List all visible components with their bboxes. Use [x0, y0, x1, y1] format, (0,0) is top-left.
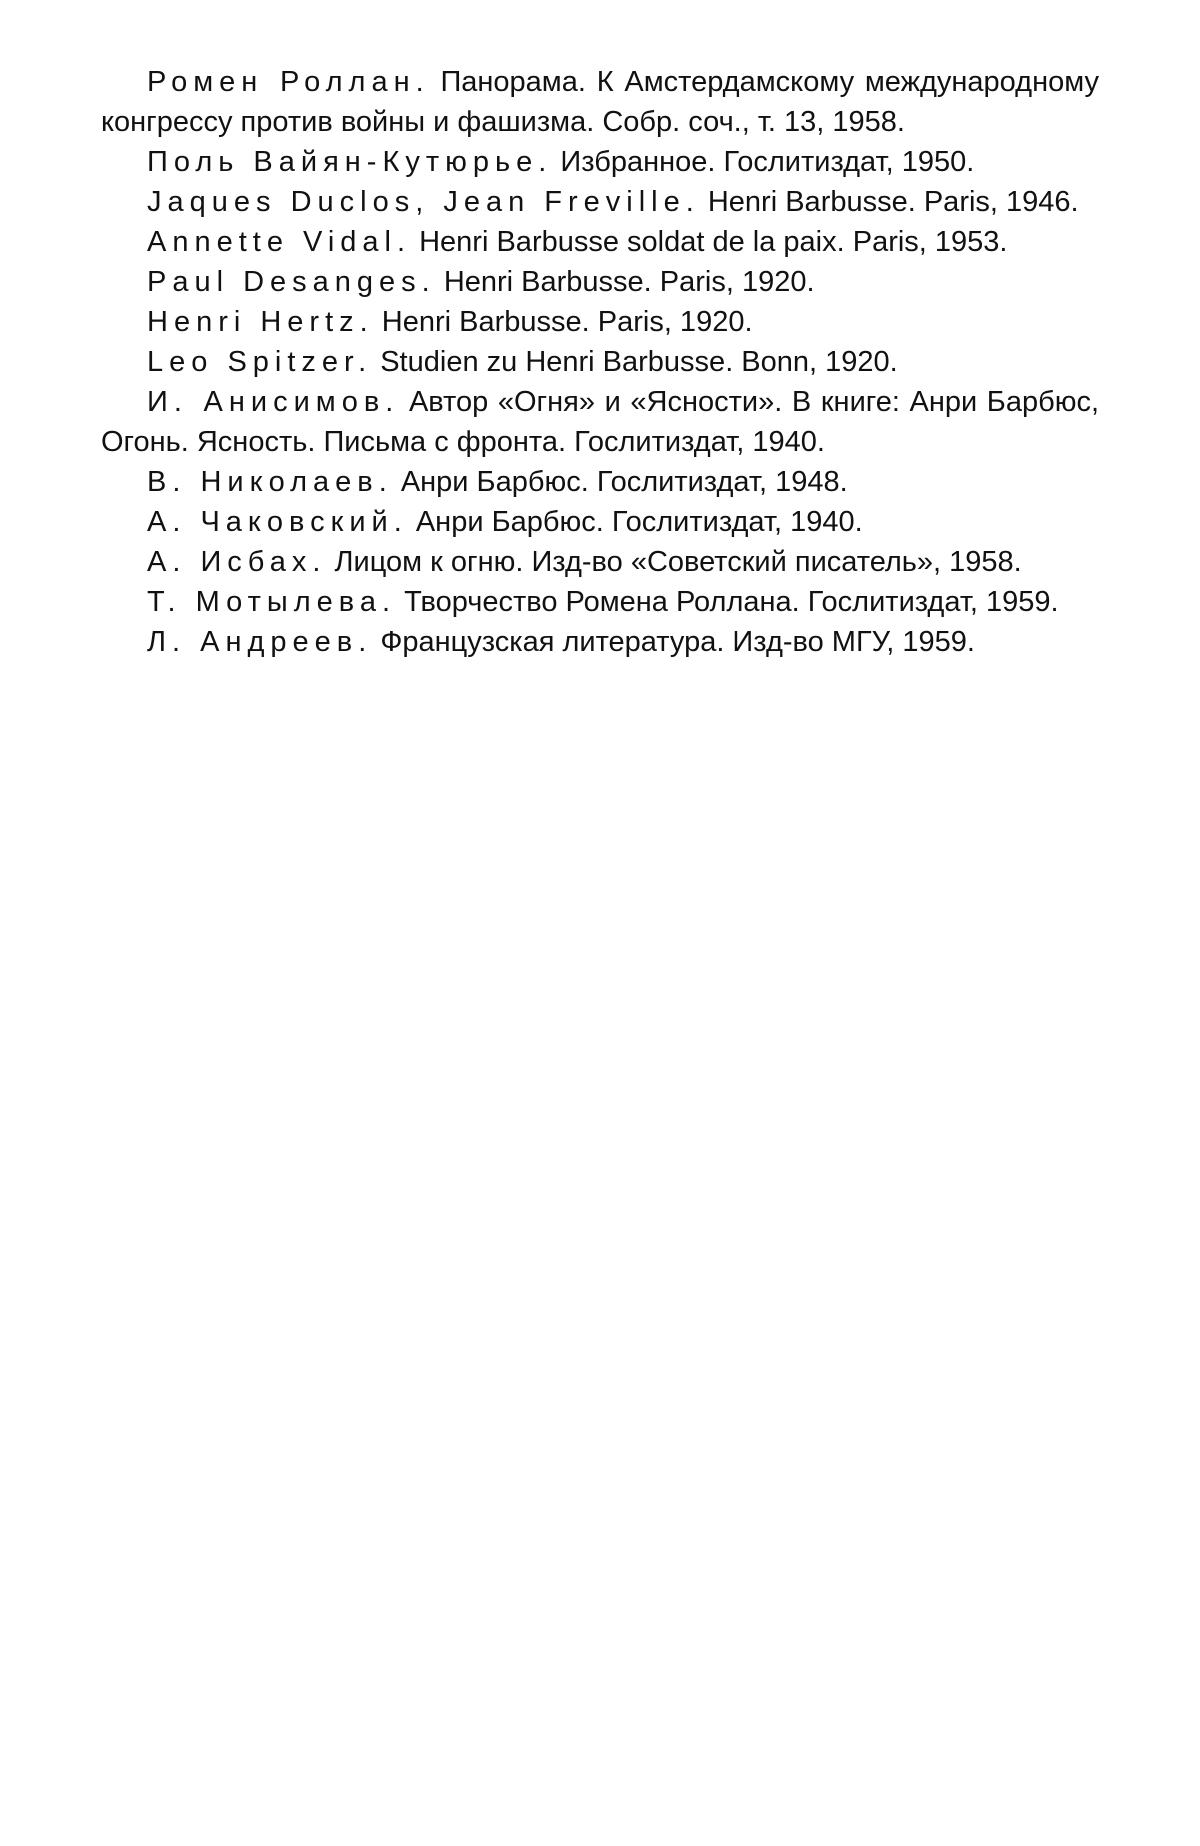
bibliography-entry: [101, 142, 1099, 182]
entry-author: Поль Вайян-Кутюрье.: [147, 146, 553, 178]
entry-text: Studien zu Henri Barbusse. Bonn, 1920.: [380, 346, 898, 378]
entry-author: Jaques Duclos, Jean Freville.: [147, 186, 700, 218]
entry-author: Henri Hertz.: [147, 306, 374, 338]
entry-text: Лицом к огню. Изд-во «Советский писатель», 1958.: [334, 546, 1022, 578]
bibliography-entry: [101, 262, 1099, 302]
entry-text: Henri Barbusse. Paris, 1946.: [707, 186, 1079, 218]
entry-text: Анри Барбюс. Гослитиздат, 1948.: [400, 466, 848, 498]
entry-author: Paul Desanges.: [147, 266, 436, 298]
entry-text: Henri Barbusse. Paris, 1920.: [381, 306, 753, 338]
entry-author: Annette Vidal.: [147, 226, 412, 258]
bibliography-entry: [101, 502, 1099, 542]
bibliography-entry: [101, 622, 1099, 662]
entry-author: А. Чаковский.: [147, 506, 408, 538]
bibliography-entry: [101, 382, 1099, 462]
bibliography-entry: [101, 62, 1099, 142]
bibliography-entry: [101, 222, 1099, 262]
entry-text: Французская литература. Изд-во МГУ, 1959.: [380, 626, 975, 658]
entry-author: Ромен Роллан.: [147, 66, 430, 98]
entry-text: Панорама. К Амстердамскому международному конгрессу против войны и фашизма. Собр. соч., т. 13, 1958.: [101, 66, 1099, 138]
entry-author: А. Исбах.: [147, 546, 327, 578]
entry-text: Творчество Ромена Роллана. Гослитиздат, 1959.: [404, 586, 1059, 618]
bibliography-list: [101, 62, 1099, 662]
bibliography-entry: [101, 302, 1099, 342]
entry-text: Henri Barbusse. Paris, 1920.: [443, 266, 815, 298]
entry-text: Избранное. Гослитиздат, 1950.: [560, 146, 975, 178]
entry-text: Автор «Огня» и «Ясности». В книге: Анри Барбюс, Огонь. Ясность. Письма с фронта. Гослитиздат, 1940.: [101, 386, 1100, 458]
bibliography-entry: [101, 462, 1099, 502]
bibliography-entry: [101, 542, 1099, 582]
bibliography-entry: [101, 342, 1099, 382]
entry-author: Т. Мотылева.: [147, 586, 397, 618]
entry-author: Л. Андреев.: [147, 626, 373, 658]
entry-author: Leo Spitzer.: [147, 346, 373, 378]
bibliography-entry: [101, 582, 1099, 622]
entry-author: И. Анисимов.: [147, 386, 400, 418]
entry-author: В. Николаев.: [147, 466, 393, 498]
bibliography-entry: [101, 182, 1099, 222]
entry-text: Henri Barbusse soldat de la paix. Paris, 1953.: [419, 226, 1008, 258]
entry-text: Анри Барбюс. Гослитиздат, 1940.: [415, 506, 863, 538]
